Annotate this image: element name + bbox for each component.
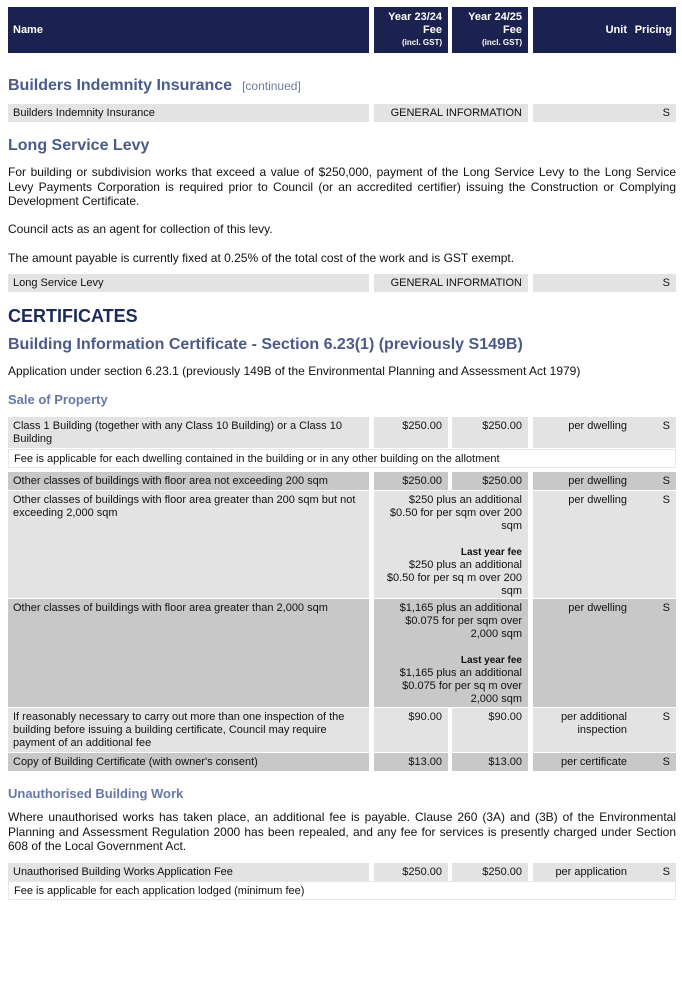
lsl-para-2: Council acts as an agent for collection of this levy. xyxy=(8,222,273,236)
lsl-title: Long Service Levy xyxy=(8,137,150,154)
header-unit: Unit xyxy=(533,7,633,53)
spacer xyxy=(380,533,522,546)
table-row-le200-fee1: $250.00 xyxy=(374,472,448,490)
table-row-class1-fee2: $250.00 xyxy=(452,417,528,448)
table-row-inspection-pricing: S xyxy=(633,708,676,752)
lsl-row-pricing: S xyxy=(633,274,676,292)
unauth-row-pricing: S xyxy=(633,863,676,881)
bii-row-fee: GENERAL INFORMATION xyxy=(374,104,528,122)
table-row-inspection-fee1: $90.00 xyxy=(374,708,448,752)
class1-note: Fee is applicable for each dwelling contained in the building or in any other building on the allotment xyxy=(8,449,676,468)
table-row-le200-unit: per dwelling xyxy=(533,472,633,490)
lsl-para-3: The amount payable is currently fixed at 0.25% of the total cost of the work and is GST exempt. xyxy=(8,251,515,265)
unauth-note: Fee is applicable for each application lodged (minimum fee) xyxy=(8,881,676,900)
unauth-para: Where unauthorised works has taken place, an additional fee is payable. Clause 260 (3A) and (3B) of the Environmental Planning and Assessment Regulation 2000 has been repealed, and any fee for services is presently charged under Section 608 of the Local Government Act. xyxy=(8,810,676,853)
table-row-copy-name: Copy of Building Certificate (with owner's consent) xyxy=(8,753,369,771)
table-row-gt2000-fee xyxy=(374,599,528,707)
header-fee2-year: Year 24/25 xyxy=(468,11,522,23)
table-row-class1-pricing: S xyxy=(633,417,676,448)
table-row-gt2000-name: Other classes of buildings with floor area greater than 2,000 sqm xyxy=(8,599,369,707)
sale-of-property-title: Sale of Property xyxy=(8,392,108,407)
table-row-class1-fee1: $250.00 xyxy=(374,417,448,448)
header-fee2-gst: (incl. GST) xyxy=(482,38,522,47)
header-name: Name xyxy=(8,7,369,53)
table-row-inspection-name: If reasonably necessary to carry out more than one inspection of the building before issuing a building certificate, Council may require payment of an additional fee xyxy=(8,708,369,752)
table-row-200-2000-unit: per dwelling xyxy=(533,491,633,598)
bii-row-unit xyxy=(533,104,633,122)
unauth-title: Unauthorised Building Work xyxy=(8,786,184,801)
fee-200-2000-last: $250 plus an additional $0.50 for per sq m over 200 sqm xyxy=(386,559,522,597)
header-fee-2324 xyxy=(374,7,448,53)
bii-row-pricing: S xyxy=(633,104,676,122)
bic-title: Building Information Certificate - Section 6.23(1) (previously S149B) xyxy=(8,336,523,353)
unauth-row-name: Unauthorised Building Works Application Fee xyxy=(8,863,369,881)
table-row-le200-pricing: S xyxy=(633,472,676,490)
table-row-class1-name: Class 1 Building (together with any Class 10 Building) or a Class 10 Building xyxy=(8,417,369,448)
unauth-row-fee2: $250.00 xyxy=(452,863,528,881)
certificates-title: CERTIFICATES xyxy=(8,306,138,326)
table-row-gt2000-pricing: S xyxy=(633,599,676,707)
table-row-200-2000-pricing: S xyxy=(633,491,676,598)
lsl-row-unit xyxy=(533,274,633,292)
fee-200-2000-current: $250 plus an additional $0.50 for per sqm over 200 sqm xyxy=(389,494,522,532)
lsl-para-1: For building or subdivision works that exceed a value of $250,000, payment of the Long Service Levy to the Long Service Levy Payments Corporation is required prior to Council (or an accredited certifier) issuing the Construction or Complying Development Certificate. xyxy=(8,165,676,208)
table-row-200-2000-fee xyxy=(374,491,528,598)
spacer xyxy=(394,641,522,654)
table-row-200-2000-name: Other classes of buildings with floor area greater than 200 sqm but not exceeding 2,000 sqm xyxy=(8,491,369,598)
fee-gt2000-last: $1,165 plus an additional $0.075 for per sq m over 2,000 sqm xyxy=(399,667,522,705)
header-fee1-fee: Fee xyxy=(423,24,442,36)
unauth-row-fee1: $250.00 xyxy=(374,863,448,881)
header-pricing: Pricing xyxy=(633,7,676,53)
fee-gt2000-last-label: Last year fee xyxy=(460,655,522,666)
table-row-class1-unit: per dwelling xyxy=(533,417,633,448)
lsl-row-name: Long Service Levy xyxy=(8,274,369,292)
bii-continued: [continued] xyxy=(242,79,301,93)
table-row-inspection-fee2: $90.00 xyxy=(452,708,528,752)
bic-para: Application under section 6.23.1 (previously 149B of the Environmental Planning and Assessment Act 1979) xyxy=(8,364,581,378)
lsl-row-fee: GENERAL INFORMATION xyxy=(374,274,528,292)
table-row-le200-fee2: $250.00 xyxy=(452,472,528,490)
table-row-gt2000-unit: per dwelling xyxy=(533,599,633,707)
bii-heading xyxy=(8,77,301,95)
table-row-copy-unit: per certificate xyxy=(533,753,633,771)
fee-gt2000-current: $1,165 plus an additional $0.075 for per sqm over 2,000 sqm xyxy=(399,602,522,640)
bii-row-name: Builders Indemnity Insurance xyxy=(8,104,369,122)
table-row-copy-pricing: S xyxy=(633,753,676,771)
header-fee1-year: Year 23/24 xyxy=(388,11,442,23)
header-fee-2425 xyxy=(452,7,528,53)
header-fee1-gst: (incl. GST) xyxy=(402,38,442,47)
table-row-copy-fee1: $13.00 xyxy=(374,753,448,771)
fee-200-2000-last-label: Last year fee xyxy=(460,547,522,558)
unauth-row-unit: per application xyxy=(533,863,633,881)
table-row-inspection-unit: per additional inspection xyxy=(533,708,633,752)
header-fee2-fee: Fee xyxy=(503,24,522,36)
table-row-copy-fee2: $13.00 xyxy=(452,753,528,771)
table-row-le200-name: Other classes of buildings with floor area not exceeding 200 sqm xyxy=(8,472,369,490)
bii-title: Builders Indemnity Insurance xyxy=(8,77,233,94)
